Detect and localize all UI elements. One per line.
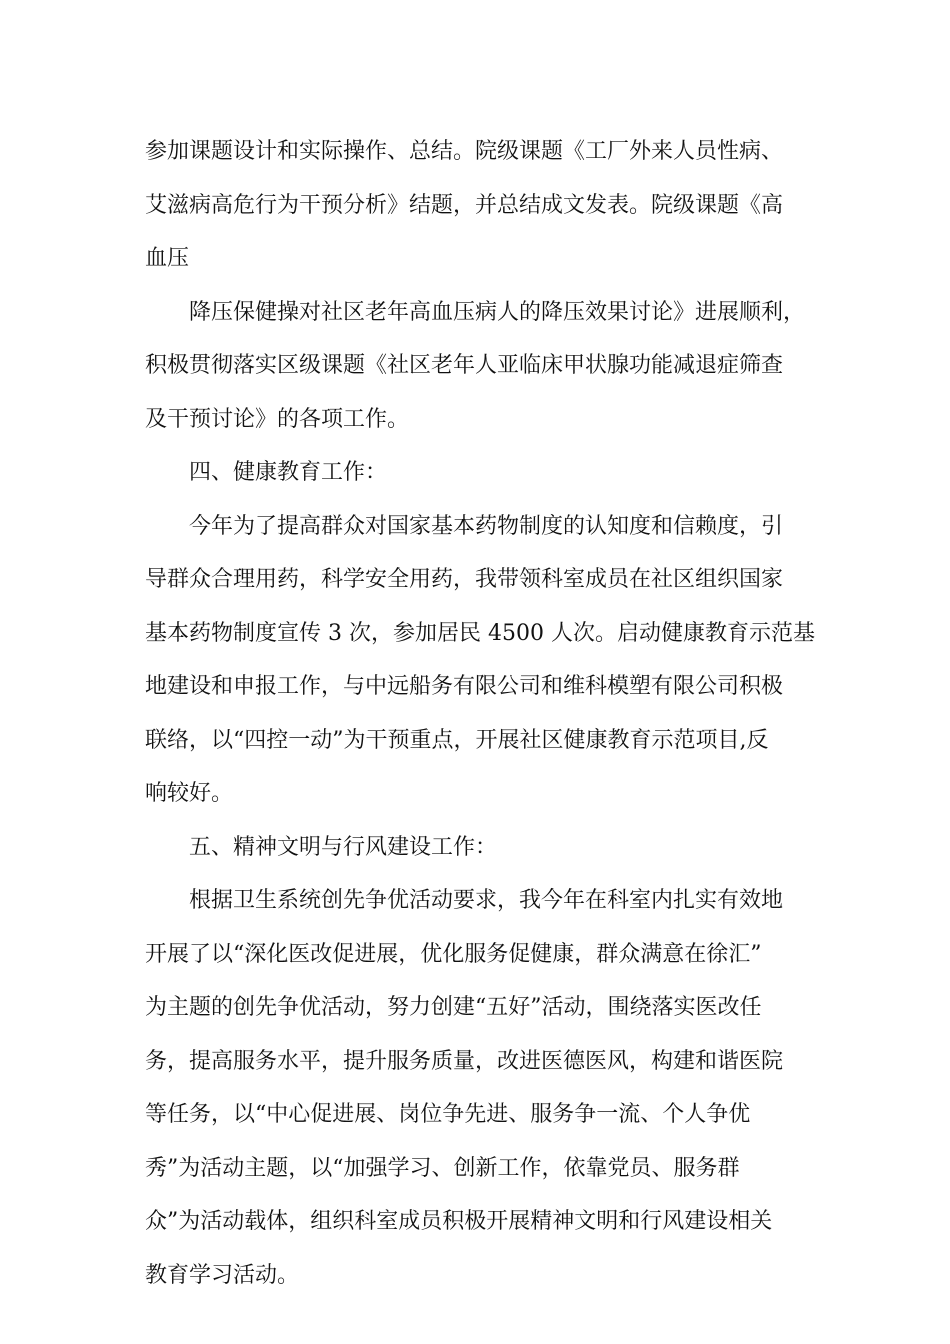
text-line: 及干预讨论》的各项工作。 <box>145 406 410 432</box>
paragraph-research-topics <box>145 125 817 286</box>
text-line: 联络，以“四控一动”为干预重点，开展社区健康教育示范项目,反 <box>145 727 769 753</box>
text-line: 基本药物制度宣传 3 次，参加居民 4500 人次。启动健康教育示范基 <box>145 620 815 646</box>
text-line: 响较好。 <box>145 781 234 806</box>
section-heading-spiritual-civilization <box>145 821 817 875</box>
text-line: 今年为了提高群众对国家基本药物制度的认知度和信赖度，引 <box>189 513 784 539</box>
document-body <box>145 125 817 1302</box>
text-line: 等任务，以“中心促进展、岗位争先进、服务争一流、个人争优 <box>145 1102 751 1127</box>
section-heading-health-education <box>145 446 817 500</box>
text-line: 为主题的创先争优活动，努力创建“五好”活动，围绕落实医改任 <box>145 995 762 1020</box>
text-line: 众”为活动载体，组织科室成员积极开展精神文明和行风建设相关 <box>145 1209 773 1234</box>
section-heading: 五、精神文明与行风建设工作： <box>189 834 498 860</box>
text-line: 开展了以“深化医改促进展，优化服务促健康，群众满意在徐汇” <box>145 941 762 967</box>
text-line: 降压保健操对社区老年高血压病人的降压效果讨论》进展顺利， <box>189 299 806 325</box>
section-heading: 四、健康教育工作： <box>189 460 388 485</box>
text-line: 地建设和申报工作，与中远船务有限公司和维科模塑有限公司积极 <box>145 674 784 699</box>
text-line: 积极贯彻落实区级课题《社区老年人亚临床甲状腺功能减退症筛查 <box>145 353 784 378</box>
paragraph-spiritual-civilization <box>145 874 817 1302</box>
text-line: 务，提高服务水平，提升服务质量，改进医德医风，构建和谐医院 <box>145 1048 784 1074</box>
text-line: 根据卫生系统创先争优活动要求，我今年在科室内扎实有效地 <box>189 888 784 913</box>
text-line: 艾滋病高危行为干预分析》结题，并总结成文发表。院级课题《高 <box>145 192 784 218</box>
text-line: 教育学习活动。 <box>145 1262 300 1288</box>
paragraph-health-education <box>145 500 817 821</box>
paragraph-research-progress <box>145 286 817 447</box>
text-line: 参加课题设计和实际操作、总结。院级课题《工厂外来人员性病、 <box>145 139 784 164</box>
text-line: 秀”为活动主题，以“加强学习、创新工作，依靠党员、服务群 <box>145 1155 740 1181</box>
text-line: 血压 <box>145 246 190 271</box>
text-line: 导群众合理用药，科学安全用药，我带领科室成员在社区组织国家 <box>145 567 784 592</box>
